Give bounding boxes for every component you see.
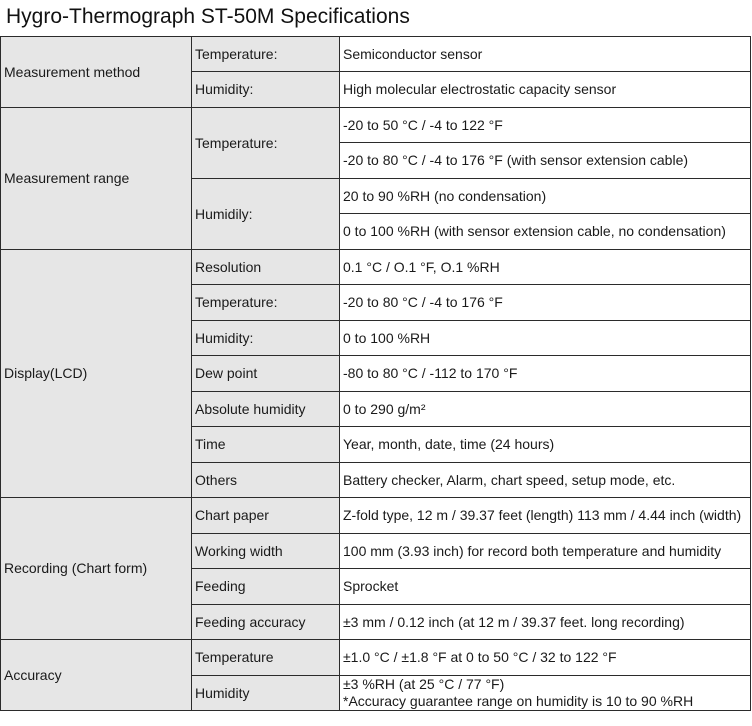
row-value: Year, month, date, time (24 hours) — [340, 427, 751, 463]
row-label: Humidity — [192, 676, 340, 711]
row-label: Humidity: — [192, 72, 340, 108]
row-value-line: ±3 %RH (at 25 °C / 77 °F) — [343, 676, 505, 692]
category-display-lcd: Display(LCD) — [1, 250, 192, 498]
table-row — [1, 640, 751, 676]
category-recording: Recording (Chart form) — [1, 498, 192, 640]
row-value-line: *Accuracy guarantee range on humidity is 10 to 90 %RH — [343, 693, 694, 709]
row-label: Temperature — [192, 640, 340, 676]
table-row — [1, 498, 751, 534]
row-value: 0 to 290 g/m² — [340, 392, 751, 427]
row-label: Others — [192, 463, 340, 498]
row-value: 0.1 °C / O.1 °F, O.1 %RH — [340, 250, 751, 285]
row-label: Humidily: — [192, 179, 340, 250]
row-label: Time — [192, 427, 340, 463]
row-value: High molecular electrostatic capacity sensor — [340, 72, 751, 108]
row-label: Temperature: — [192, 37, 340, 72]
row-value-multiline — [340, 676, 751, 711]
row-label: Absolute humidity — [192, 392, 340, 427]
table-row — [1, 37, 751, 72]
row-value: -80 to 80 °C / -112 to 170 °F — [340, 356, 751, 392]
row-label: Humidity: — [192, 321, 340, 356]
row-value: 100 mm (3.93 inch) for record both temperature and humidity — [340, 534, 751, 569]
category-measurement-method: Measurement method — [1, 37, 192, 108]
row-value: Z-fold type, 12 m / 39.37 feet (length) 113 mm / 4.44 inch (width) — [340, 498, 751, 534]
row-label: Feeding accuracy — [192, 605, 340, 640]
row-label: Chart paper — [192, 498, 340, 534]
row-value: ±1.0 °C / ±1.8 °F at 0 to 50 °C / 32 to 122 °F — [340, 640, 751, 676]
row-label: Feeding — [192, 569, 340, 605]
row-value: -20 to 50 °C / -4 to 122 °F — [340, 108, 751, 143]
row-value: Semiconductor sensor — [340, 37, 751, 72]
row-label: Temperature: — [192, 108, 340, 179]
row-value: 0 to 100 %RH — [340, 321, 751, 356]
row-value: -20 to 80 °C / -4 to 176 °F — [340, 285, 751, 321]
row-value: Sprocket — [340, 569, 751, 605]
row-label: Working width — [192, 534, 340, 569]
page-title: Hygro-Thermograph ST-50M Specifications — [6, 5, 410, 28]
row-label: Resolution — [192, 250, 340, 285]
row-value: ±3 mm / 0.12 inch (at 12 m / 39.37 feet. long recording) — [340, 605, 751, 640]
row-value: 0 to 100 %RH (with sensor extension cable, no condensation) — [340, 214, 751, 250]
table-row — [1, 250, 751, 285]
row-label: Temperature: — [192, 285, 340, 321]
category-accuracy: Accuracy — [1, 640, 192, 711]
row-value: 20 to 90 %RH (no condensation) — [340, 179, 751, 214]
row-value: Battery checker, Alarm, chart speed, setup mode, etc. — [340, 463, 751, 498]
spec-table — [0, 36, 751, 711]
row-label: Dew point — [192, 356, 340, 392]
category-measurement-range: Measurement range — [1, 108, 192, 250]
table-row — [1, 108, 751, 143]
row-value: -20 to 80 °C / -4 to 176 °F (with sensor extension cable) — [340, 143, 751, 179]
